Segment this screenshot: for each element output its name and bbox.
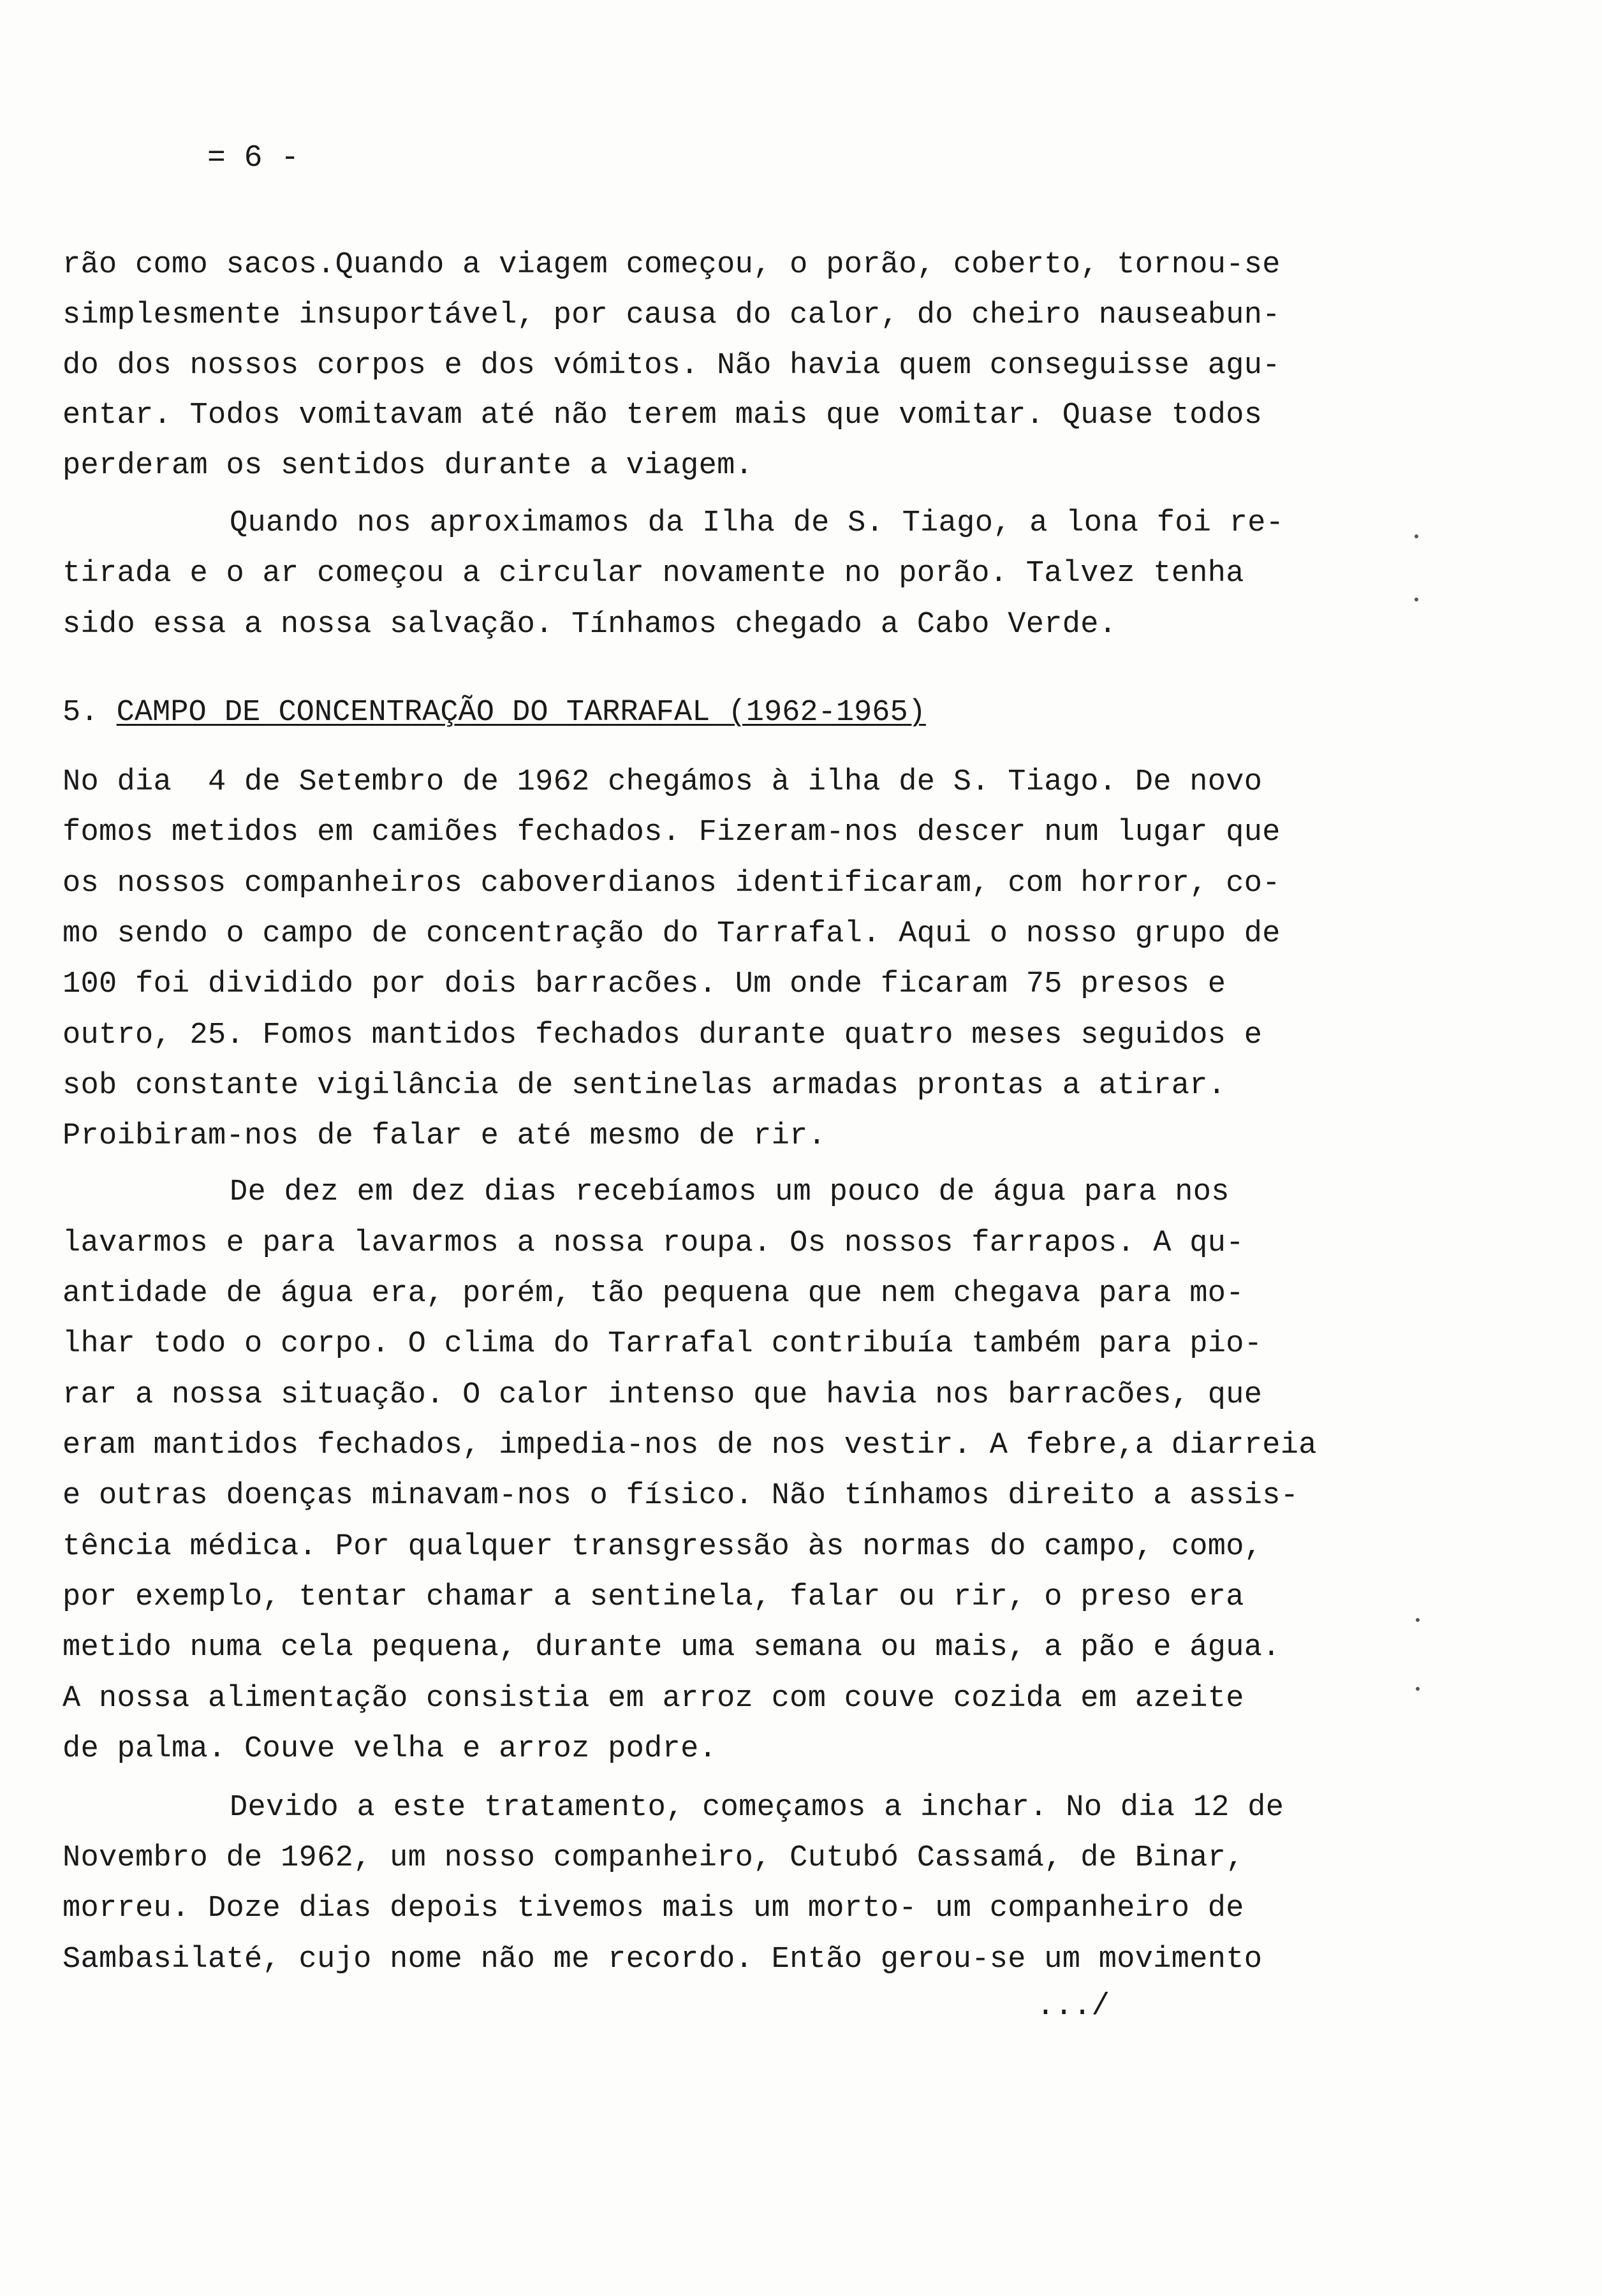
text-line: A nossa alimentação consistia em arroz com couve cozida em azeite: [62, 1682, 1244, 1716]
scan-speck: [1415, 598, 1418, 601]
text-line: 100 foi dividido por dois barracões. Um onde ficaram 75 presos e: [62, 968, 1226, 1001]
text-line: rar a nossa situação. O calor intenso que havia nos barracões, que: [62, 1378, 1263, 1412]
text-line: lhar todo o corpo. O clima do Tarrafal contribuía também para pio-: [62, 1327, 1263, 1361]
scan-speck: [1415, 534, 1418, 538]
text-line: do dos nossos corpos e dos vómitos. Não havia quem conseguisse agu-: [62, 349, 1281, 383]
text-line: por exemplo, tentar chamar a sentinela, falar ou rir, o preso era: [62, 1580, 1244, 1614]
text-line: No dia 4 de Setembro de 1962 chegámos à ilha de S. Tiago. De novo: [62, 765, 1263, 799]
text-line: Sambasilaté, cujo nome não me recordo. Então gerou-se um movimento: [62, 1943, 1263, 1976]
text-line: entar. Todos vomitavam até não terem mais que vomitar. Quase todos: [62, 399, 1263, 432]
continuation-mark: .../: [1036, 1989, 1110, 2024]
text-line: os nossos companheiros caboverdianos identificaram, com horror, co-: [62, 867, 1281, 901]
text-line: Proibiram-nos de falar e até mesmo de rir.: [62, 1119, 827, 1153]
scan-speck: [1416, 1618, 1420, 1622]
text-line: fomos metidos em camiões fechados. Fizeram-nos descer num lugar que: [62, 816, 1281, 850]
text-line: perderam os sentidos durante a viagem.: [62, 449, 754, 483]
text-line: De dez em dez dias recebíamos um pouco de água para nos: [230, 1175, 1230, 1209]
section-number: 5.: [62, 696, 99, 730]
text-line: sob constante vigilância de sentinelas armadas prontas a atirar.: [62, 1069, 1226, 1103]
text-line: eram mantidos fechados, impedia-nos de nos vestir. A febre,a diarreia: [62, 1429, 1317, 1462]
text-line: sido essa a nossa salvação. Tínhamos chegado a Cabo Verde.: [62, 608, 1117, 642]
text-line: Novembro de 1962, um nosso companheiro, Cutubó Cassamá, de Binar,: [62, 1841, 1244, 1875]
text-line: metido numa cela pequena, durante uma semana ou mais, a pão e água.: [62, 1631, 1281, 1665]
text-line: simplesmente insuportável, por causa do calor, do cheiro nauseabun-: [62, 298, 1281, 332]
section-heading: [62, 694, 926, 732]
text-line: antidade de água era, porém, tão pequena que nem chegava para mo-: [62, 1277, 1244, 1311]
text-line: e outras doenças minavam-nos o físico. Não tínhamos direito a assis-: [62, 1479, 1299, 1513]
section-title: CAMPO DE CONCENTRAÇÃO DO TARRAFAL (1962-1965): [116, 696, 926, 730]
text-line: tirada e o ar começou a circular novamente no porão. Talvez tenha: [62, 557, 1244, 591]
text-line: rão como sacos.Quando a viagem começou, o porão, coberto, tornou-se: [62, 248, 1281, 282]
text-line: outro, 25. Fomos mantidos fechados durante quatro meses seguidos e: [62, 1019, 1263, 1052]
text-line: mo sendo o campo de concentração do Tarrafal. Aqui o nosso grupo de: [62, 917, 1281, 951]
text-line: Quando nos aproximamos da Ilha de S. Tiago, a lona foi re-: [230, 506, 1284, 540]
text-line: morreu. Doze dias depois tivemos mais um morto- um companheiro de: [62, 1892, 1244, 1925]
text-line: Devido a este tratamento, começamos a inchar. No dia 12 de: [230, 1791, 1284, 1825]
text-line: lavarmos e para lavarmos a nossa roupa. Os nossos farrapos. A qu-: [62, 1226, 1244, 1260]
page-number: = 6 -: [207, 141, 300, 175]
text-line: tência médica. Por qualquer transgressão às normas do campo, como,: [62, 1530, 1263, 1564]
scan-speck: [1416, 1687, 1420, 1691]
text-line: de palma. Couve velha e arroz podre.: [62, 1732, 717, 1766]
